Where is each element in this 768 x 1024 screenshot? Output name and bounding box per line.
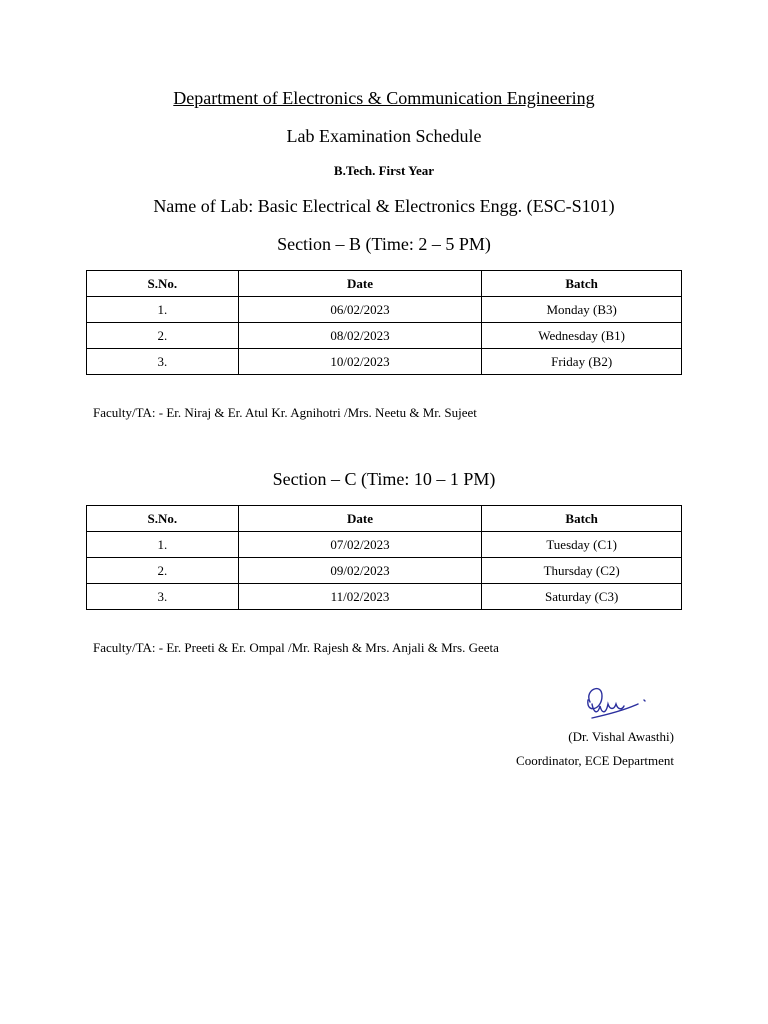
table-row xyxy=(87,323,682,349)
column-header-sno: S.No. xyxy=(87,271,239,297)
column-header-batch: Batch xyxy=(482,271,682,297)
cell-sno: 3. xyxy=(87,349,239,375)
cell-sno: 1. xyxy=(87,532,239,558)
column-header-date: Date xyxy=(238,271,482,297)
cell-date: 11/02/2023 xyxy=(238,584,482,610)
signature-mark xyxy=(580,680,650,724)
section-c-faculty: Faculty/TA: - Er. Preeti & Er. Ompal /Mr. Rajesh & Mrs. Anjali & Mrs. Geeta xyxy=(93,640,499,655)
cell-batch: Monday (B3) xyxy=(482,297,682,323)
table-row xyxy=(87,558,682,584)
section-c-table xyxy=(86,505,682,610)
table-header-row xyxy=(87,271,682,297)
cell-batch: Saturday (C3) xyxy=(482,584,682,610)
document-title: Lab Examination Schedule xyxy=(286,126,482,146)
table-header-row xyxy=(87,506,682,532)
cell-batch: Wednesday (B1) xyxy=(482,323,682,349)
column-header-date: Date xyxy=(238,506,482,532)
table-row xyxy=(87,349,682,375)
column-header-sno: S.No. xyxy=(87,506,239,532)
cell-batch: Tuesday (C1) xyxy=(482,532,682,558)
cell-batch: Friday (B2) xyxy=(482,349,682,375)
cell-date: 09/02/2023 xyxy=(238,558,482,584)
section-b-faculty: Faculty/TA: - Er. Niraj & Er. Atul Kr. Agnihotri /Mrs. Neetu & Mr. Sujeet xyxy=(93,405,477,420)
table-row xyxy=(87,584,682,610)
year-label: B.Tech. First Year xyxy=(333,163,435,178)
signatory-role: Coordinator, ECE Department xyxy=(516,753,674,768)
table-row xyxy=(87,532,682,558)
department-title: Department of Electronics & Communication Engineering xyxy=(173,88,595,108)
column-header-batch: Batch xyxy=(482,506,682,532)
cell-date: 08/02/2023 xyxy=(238,323,482,349)
cell-date: 06/02/2023 xyxy=(238,297,482,323)
section-b-table xyxy=(86,270,682,375)
cell-sno: 3. xyxy=(87,584,239,610)
cell-sno: 2. xyxy=(87,558,239,584)
cell-batch: Thursday (C2) xyxy=(482,558,682,584)
section-b-heading: Section – B (Time: 2 – 5 PM) xyxy=(277,234,491,254)
section-c-heading: Section – C (Time: 10 – 1 PM) xyxy=(272,469,496,489)
signatory-name: (Dr. Vishal Awasthi) xyxy=(568,729,674,744)
lab-name: Name of Lab: Basic Electrical & Electronics Engg. (ESC-S101) xyxy=(153,196,615,216)
cell-date: 07/02/2023 xyxy=(238,532,482,558)
table-row xyxy=(87,297,682,323)
cell-date: 10/02/2023 xyxy=(238,349,482,375)
cell-sno: 1. xyxy=(87,297,239,323)
cell-sno: 2. xyxy=(87,323,239,349)
